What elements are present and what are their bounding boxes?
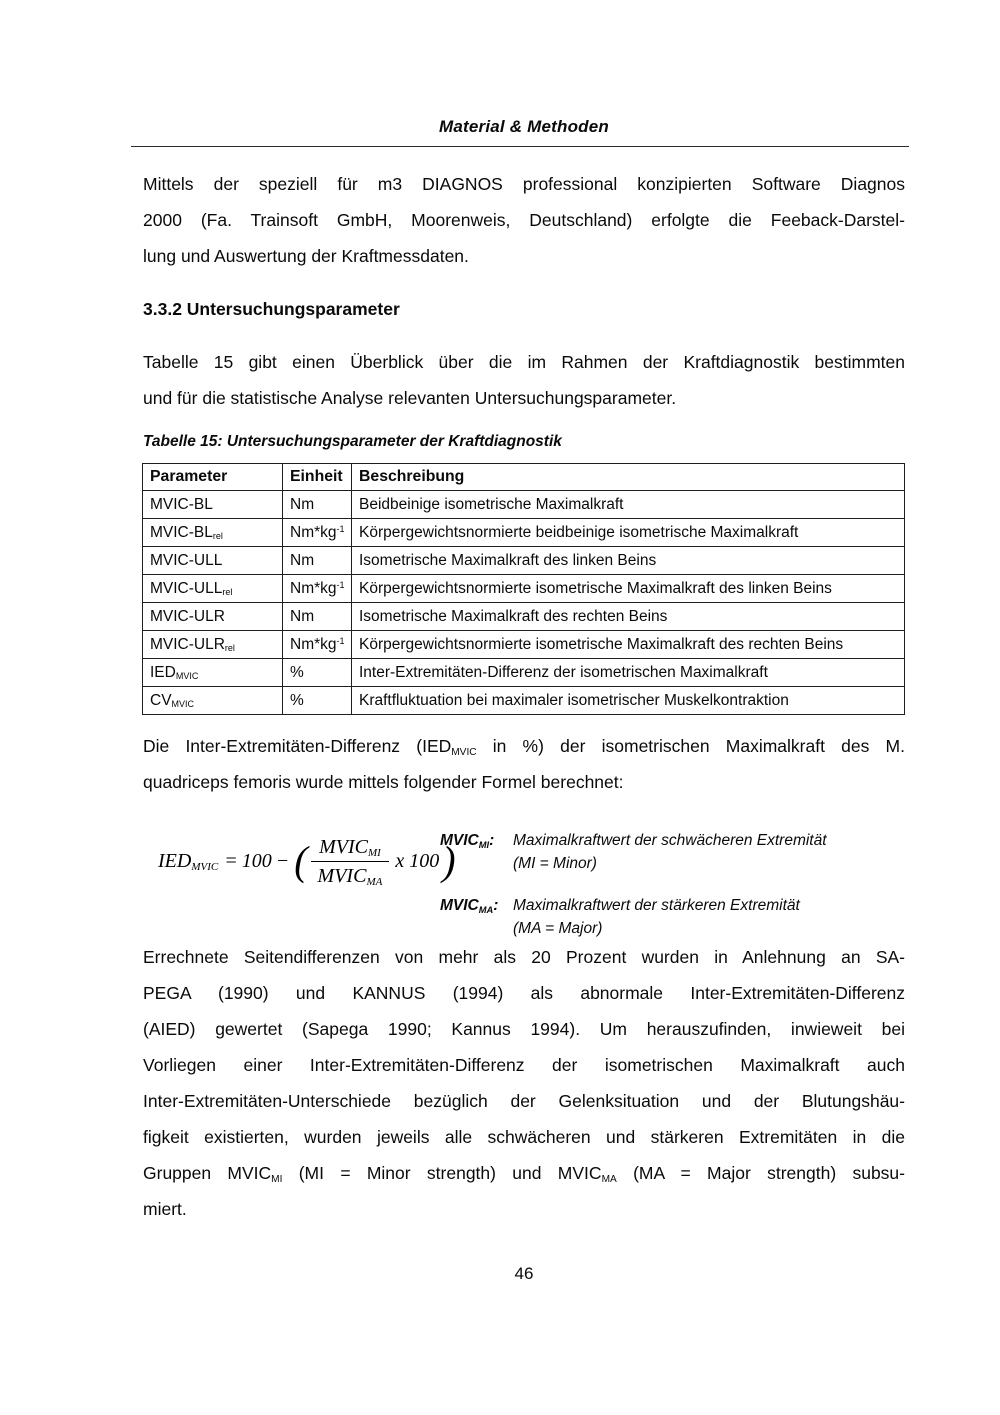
table-row xyxy=(143,603,905,631)
definition-note: (MI = Minor) xyxy=(513,855,597,872)
paragraph-line: figkeit existierten, wurden jeweils alle schwächeren und stärkeren Extremitäten in die xyxy=(143,1127,905,1147)
paragraph-line: Die Inter-Extremitäten-Differenz ($IED_{MVIC}$ in %) der isometrischen Maximalkraft des M. xyxy=(143,736,905,758)
paragraph-line: Vorliegen einer Inter-Extremitäten-Differenz der isometrischen Maximalkraft auch xyxy=(143,1055,905,1075)
page-number: 46 xyxy=(514,1264,534,1283)
paragraph-line: (AIED) gewertet (Sapega 1990; Kannus 1994). Um herauszufinden, inwieweit bei xyxy=(143,1019,905,1039)
table-cell: Isometrische Maximalkraft des linken Beins xyxy=(352,547,905,575)
table-intro-paragraph xyxy=(143,344,905,416)
definition-text: Maximalkraftwert der stärkeren Extremität xyxy=(513,897,800,914)
table-row xyxy=(143,519,905,547)
table-cell: Körpergewichtsnormierte beidbeinige isometrische Maximalkraft xyxy=(352,519,905,547)
table-cell: Nm xyxy=(283,603,352,631)
table-cell: MVIC-$ULL_{rel}$ xyxy=(143,575,283,603)
paragraph-line: 2000 (Fa. Trainsoft GmbH, Moorenweis, Deutschland) erfolgte die Feeback-Darstel- xyxy=(143,210,905,230)
definition-note: (MA = Major) xyxy=(513,920,603,937)
formula-fraction xyxy=(311,833,390,890)
formula-equals: = xyxy=(224,849,238,872)
formula-open-paren: ( xyxy=(294,837,308,884)
formula-term-description xyxy=(513,829,880,875)
table-row xyxy=(143,491,905,519)
table-row xyxy=(143,631,905,659)
formula-lhs: $IED_{MVIC}$ xyxy=(158,849,219,874)
table-cell: $Nm*kg^{-1}$ xyxy=(283,575,352,603)
table-cell: MVIC-ULR xyxy=(143,603,283,631)
table-cell: Isometrische Maximalkraft des rechten Beins xyxy=(352,603,905,631)
formula-minus: − xyxy=(275,849,290,872)
table-cell: Beidbeinige isometrische Maximalkraft xyxy=(352,491,905,519)
paragraph-line: quadriceps femoris wurde mittels folgender Formel berechnet: xyxy=(143,772,624,792)
table-cell: % xyxy=(283,687,352,715)
table-cell: $IED_{MVIC}$ xyxy=(143,659,283,687)
formula-intro-paragraph xyxy=(143,728,905,800)
table-cell: MVIC-BL xyxy=(143,491,283,519)
formula-denominator: $MVIC_{MA}$ xyxy=(311,861,390,890)
formula-definition xyxy=(440,829,880,875)
paragraph-line: PEGA (1990) und KANNUS (1994) als abnormale Inter-Extremitäten-Differenz xyxy=(143,983,905,1003)
table-row xyxy=(143,687,905,715)
paragraph-line: und für die statistische Analyse relevanten Untersuchungsparameter. xyxy=(143,388,677,408)
section-heading: 3.3.2 Untersuchungsparameter xyxy=(143,299,400,319)
paragraph-line: Mittels der speziell für m3 DIAGNOS professional konzipierten Software Diagnos xyxy=(143,174,905,194)
column-header: Parameter xyxy=(143,464,283,491)
paragraph-line: Tabelle 15 gibt einen Überblick über die im Rahmen der Kraftdiagnostik bestimmten xyxy=(143,352,905,372)
table-cell: $Nm*kg^{-1}$ xyxy=(283,631,352,659)
table-cell: Körpergewichtsnormierte isometrische Maximalkraft des linken Beins xyxy=(352,575,905,603)
intro-paragraph xyxy=(143,166,905,274)
definition-text: Maximalkraftwert der schwächeren Extremität xyxy=(513,832,827,849)
table-caption: Tabelle 15: Untersuchungsparameter der Kraftdiagnostik xyxy=(143,433,562,450)
paragraph-line: Errechnete Seitendifferenzen von mehr als 20 Prozent wurden in Anlehnung an SA- xyxy=(143,947,905,967)
table-row xyxy=(143,547,905,575)
formula-minuend: 100 xyxy=(241,849,272,872)
formula-close-paren: ) xyxy=(442,837,456,884)
table-cell: MVIC-$BL_{rel}$ xyxy=(143,519,283,547)
paragraph-line: lung und Auswertung der Kraftmessdaten. xyxy=(143,246,469,266)
formula-factor: x 100 xyxy=(395,849,440,872)
closing-paragraph xyxy=(143,939,905,1227)
table-cell: Inter-Extremitäten-Differenz der isometrischen Maximalkraft xyxy=(352,659,905,687)
table-row xyxy=(143,659,905,687)
formula-numerator: $MVIC_{MI}$ xyxy=(319,835,381,860)
table-cell: % xyxy=(283,659,352,687)
table-cell: MVIC-ULL xyxy=(143,547,283,575)
column-header: Beschreibung xyxy=(352,464,905,491)
table-cell: Nm xyxy=(283,491,352,519)
table-cell: Kraftfluktuation bei maximaler isometrischer Muskelkontraktion xyxy=(352,687,905,715)
column-header: Einheit xyxy=(283,464,352,491)
paragraph-line: miert. xyxy=(143,1199,187,1219)
table-cell: $Nm*kg^{-1}$ xyxy=(283,519,352,547)
page-header-title: Material & Methoden xyxy=(438,117,610,136)
table-cell: MVIC-$ULR_{rel}$ xyxy=(143,631,283,659)
ied-formula xyxy=(158,826,457,896)
formula-term-description xyxy=(513,894,880,940)
table-cell: Nm xyxy=(283,547,352,575)
formula-definition xyxy=(440,894,880,940)
header-rule xyxy=(131,146,909,147)
table-header-row xyxy=(143,464,905,491)
paragraph-line: Inter-Extremitäten-Unterschiede bezüglich der Gelenksituation und der Blutungshäu- xyxy=(143,1091,905,1111)
parameters-table xyxy=(142,463,905,715)
table-row xyxy=(143,575,905,603)
table-cell: Körpergewichtsnormierte isometrische Maximalkraft des rechten Beins xyxy=(352,631,905,659)
table-cell: $CV_{MVIC}$ xyxy=(143,687,283,715)
formula-term: $MVIC_{MA}$: xyxy=(440,897,499,915)
paragraph-line: Gruppen $MVIC_{MI}$ (MI = Minor strength) und $MVIC_{MA}$ (MA = Major strength) subsu- xyxy=(143,1163,905,1185)
formula-term: $MVIC_{MI}$: xyxy=(440,832,495,850)
